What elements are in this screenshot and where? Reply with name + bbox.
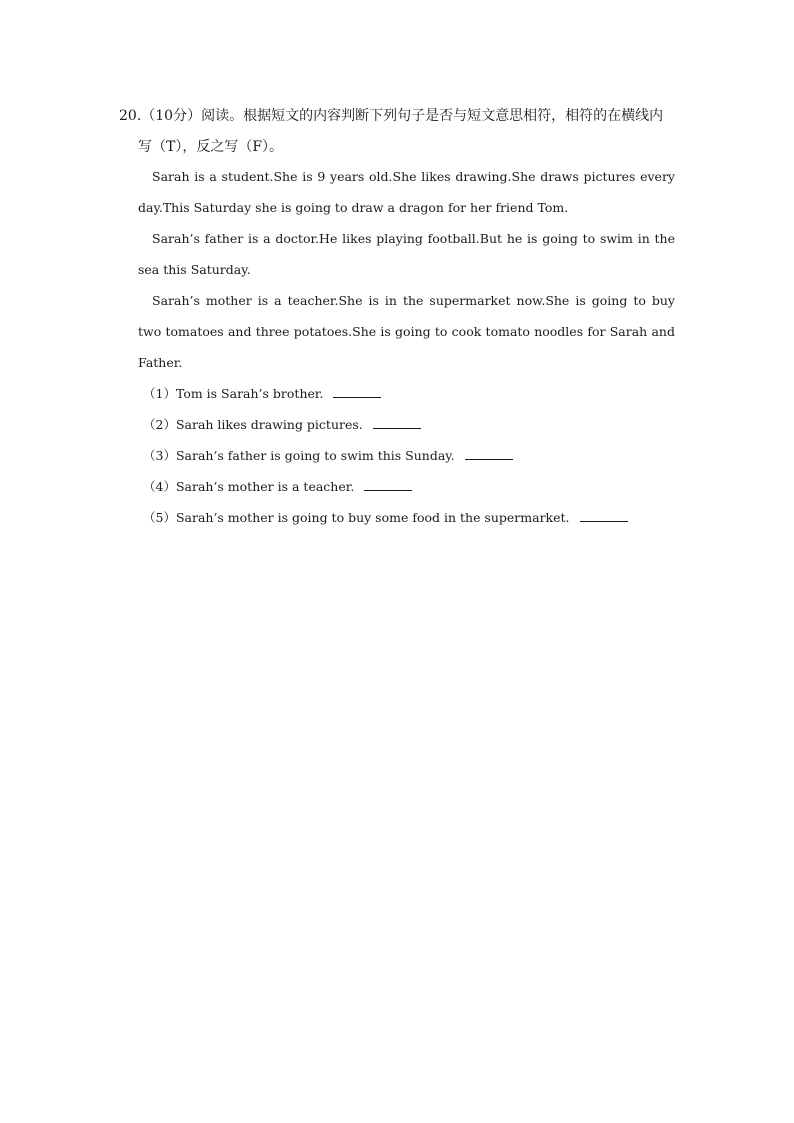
question-instruction-line1: 20.（10分）阅读。根据短文的内容判断下列句子是否与短文意思相符，相符的在横线内 [119,108,664,124]
item-text: Sarah’s mother is going to buy some food in the supermarket. [175,510,570,525]
answer-blank[interactable] [465,445,513,460]
item-number: （1） [143,386,176,401]
item-number: （3） [143,448,176,463]
question-instruction-line2: 写（T），反之写（F）。 [138,139,284,155]
answer-blank[interactable] [364,476,412,491]
passage-paragraph-2: Sarah’s father is a doctor.He likes playing football.But he is going to swim in the sea this Saturday. [138,231,675,277]
list-item [143,378,703,409]
question-header [119,101,679,163]
reading-passage [138,161,675,378]
item-text: Tom is Sarah’s brother. [175,386,324,401]
item-text: Sarah’s mother is a teacher. [175,479,355,494]
list-item [143,471,703,502]
judgement-items [143,378,703,533]
passage-paragraph-1: Sarah is a student.She is 9 years old.She likes drawing.She draws pictures every day.This Saturday she is going to draw a dragon for her friend Tom. [138,169,675,215]
list-item [143,409,703,440]
answer-blank[interactable] [580,507,628,522]
item-text: Sarah’s father is going to swim this Sunday. [175,448,455,463]
answer-blank[interactable] [373,414,421,429]
item-number: （5） [143,510,176,525]
list-item [143,502,703,533]
item-text: Sarah likes drawing pictures. [175,417,363,432]
list-item [143,440,703,471]
answer-blank[interactable] [333,383,381,398]
item-number: （2） [143,417,176,432]
passage-paragraph-3: Sarah’s mother is a teacher.She is in the supermarket now.She is going to buy two tomatoes and three potatoes.She is going to cook tomato noodles for Sarah and Father. [138,293,675,370]
item-number: （4） [143,479,176,494]
